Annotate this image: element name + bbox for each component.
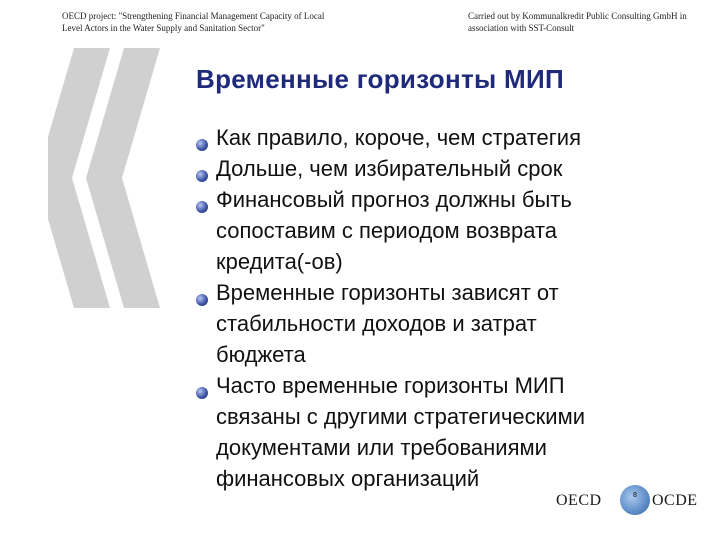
- bullet-dot-icon: [196, 201, 208, 213]
- bullet-line: документами или требованиями: [216, 435, 547, 460]
- bullet-dot-icon: [196, 139, 208, 151]
- bullet-line: Финансовый прогноз должны быть: [216, 187, 572, 212]
- bullet-list: [194, 122, 694, 494]
- bullet-line: Как правило, короче, чем стратегия: [216, 125, 581, 150]
- header-left-line-2: Level Actors in the Water Supply and Sanitation Sector": [62, 23, 265, 33]
- bullet-line: бюджета: [216, 342, 306, 367]
- bullet-item: [194, 122, 694, 153]
- bullet-line: связаны с другими стратегическими: [216, 404, 585, 429]
- page-title: Временные горизонты МИП: [196, 64, 564, 94]
- bullet-line: Часто временные горизонты МИП: [216, 373, 565, 398]
- bullet-item: [194, 153, 694, 184]
- bullet-item: [194, 370, 694, 494]
- bullet-line: финансовых организаций: [216, 466, 480, 491]
- bullet-item: [194, 277, 694, 370]
- bullet-line: Временные горизонты зависят от: [216, 280, 559, 305]
- bullet-line: стабильности доходов и затрат: [216, 311, 537, 336]
- header-right-line-2: association with SST-Consult: [468, 23, 575, 33]
- bullet-dot-icon: [196, 170, 208, 182]
- bullet-dot-icon: [196, 387, 208, 399]
- header-right-line-1: Carried out by Kommunalkredit Public Consulting GmbH in: [468, 11, 687, 21]
- page-number: 8: [633, 492, 637, 499]
- oecd-logo-text: OECD: [556, 492, 602, 509]
- bullet-line: кредита(-ов): [216, 249, 343, 274]
- bullet-line: Дольше, чем избирательный срок: [216, 156, 563, 181]
- header-left-line-1: OECD project: "Strengthening Financial Management Capacity of Local: [62, 11, 325, 21]
- header-consultant-text: [468, 10, 718, 34]
- oecd-chevron-decoration: [48, 48, 188, 308]
- bullet-dot-icon: [196, 294, 208, 306]
- oecd-footer: [540, 484, 720, 518]
- bullet-item: [194, 184, 694, 277]
- bullet-line: сопоставим с периодом возврата: [216, 218, 558, 243]
- header-project-text: [62, 10, 362, 34]
- ocde-logo-text: OCDE: [652, 492, 698, 509]
- oecd-logo-icon: [620, 485, 650, 515]
